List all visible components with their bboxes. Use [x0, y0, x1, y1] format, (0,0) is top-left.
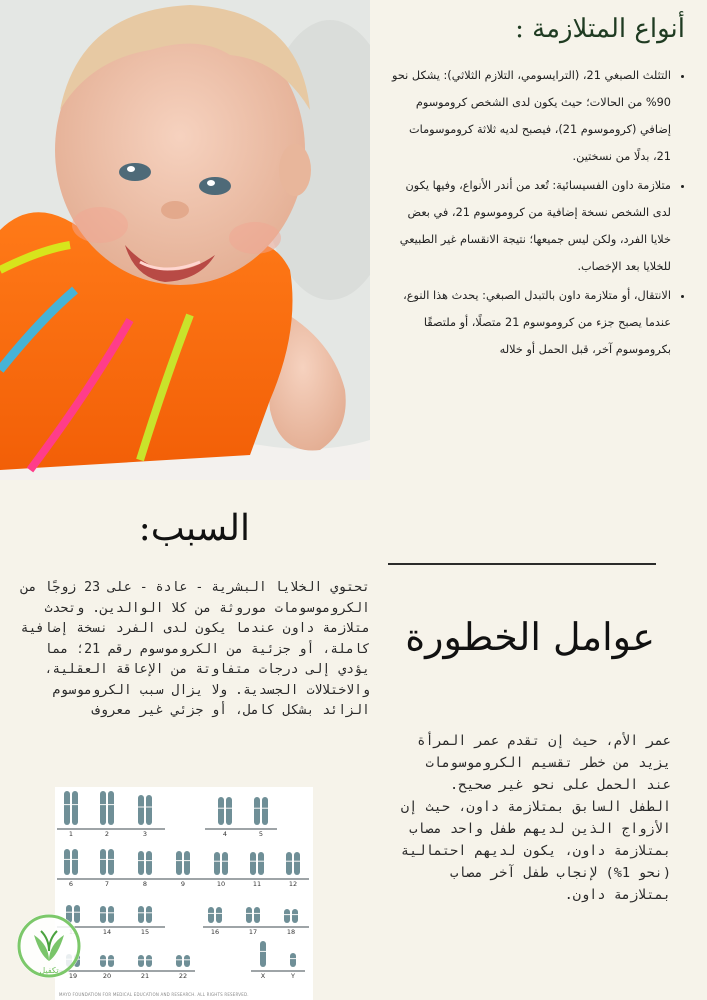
karyotype-diagram	[55, 787, 313, 992]
risk-text	[396, 730, 671, 906]
chromosome-pair	[100, 955, 114, 967]
leaf-logo-icon	[14, 911, 84, 981]
baby-photo-illustration	[0, 0, 370, 480]
chromosome-label: 5	[258, 830, 264, 838]
chromosome-label: 16	[210, 928, 220, 936]
chromosome-label: 8	[142, 880, 148, 888]
chromosome-label: 3	[142, 830, 148, 838]
chromosome-pair	[208, 907, 222, 923]
chromosome-pair	[100, 906, 114, 923]
chromosome-label: Y	[291, 972, 295, 980]
chromosome-label: 10	[216, 880, 226, 888]
list-item: • التثلث الصبغي 21، (الترايسومي، التلازم الثلاثي): يشكل نحو 90% من الحالات؛ حيث يكون لدى الشخص كروموسوم إضافي (كروموسوم 21)، فيصبح لديه ثلاثة كروموسومات 21، بدلًا من نسختين.	[389, 62, 671, 170]
chromosome-pair	[100, 849, 114, 875]
chromosome-pair	[64, 849, 78, 875]
types-list	[389, 62, 687, 365]
chromosome-label: 4	[222, 830, 228, 838]
chromosome-pair	[218, 797, 232, 825]
karyotype-credit: MAYO FOUNDATION FOR MEDICAL EDUCATION AND RESEARCH. ALL RIGHTS RESERVED.	[59, 992, 249, 997]
chromosome-label: 22	[178, 972, 188, 980]
baby-photo	[0, 0, 370, 480]
cause-text: تحتوي الخلايا البشرية - عادة - على 23 زوجًا من الكروموسومات موروثة من كلا الوالدين. وتحدث متلازمة داون عندما يكون لدى الفرد نسخة إضافية كاملة، أو جزئية من الكروموسوم رقم 21؛ مما يؤدي إلى درجات متفاوتة من الإعاقة العقلية، والاختلالات الجسدية. ولا يزال سبب الكروموسوم الزائد بشكل كامل، أو جزئي غير معروف	[20, 580, 370, 718]
karyotype-figure	[55, 787, 313, 1000]
site-logo	[14, 911, 84, 981]
chromosome-label: 19	[68, 972, 78, 980]
chromosome-pair	[138, 955, 152, 967]
risk-paragraph-age: عمر الأم، حيث إن تقدم عمر المرأة يزيد من خطر تقسيم الكروموسومات عند الحمل على نحو غير صحيح.	[417, 733, 671, 793]
chromosome-pair	[100, 791, 114, 825]
types-title: أنواع المتلازمة :	[515, 14, 685, 44]
chromosome-label: 11	[252, 880, 262, 888]
chromosome-pair	[138, 795, 152, 825]
chromosome-pair	[284, 909, 298, 923]
chromosome-pair	[214, 852, 228, 875]
chromosome-label: 9	[180, 880, 186, 888]
chromosome-pair	[64, 791, 78, 825]
chromosome-label: 14	[102, 928, 112, 936]
chromosome-label: 18	[286, 928, 296, 936]
section-divider	[388, 563, 656, 565]
chromosome-label: X	[260, 972, 266, 980]
chromosome-label: 15	[140, 928, 150, 936]
chromosome-pair	[176, 955, 190, 967]
chromosome-label: 2	[104, 830, 110, 838]
chromosome-pair	[138, 851, 152, 875]
chromosome-label: 1	[68, 830, 74, 838]
chromosome-label: 17	[248, 928, 258, 936]
chromosome-label: 21	[140, 972, 150, 980]
chromosome-pair	[290, 953, 296, 967]
chromosome-label: 7	[104, 880, 110, 888]
risk-paragraph-previous-child: الطفل السابق بمتلازمة داون، حيث إن الأزواج الذين لديهم طفل واحد مصاب بمتلازمة داون، يكون لديهم احتمالية (نحو 1%) لإنجاب طفل آخر مصاب بمتلازمة داون.	[400, 799, 671, 903]
risk-title: عوامل الخطورة	[405, 615, 655, 659]
list-item: • متلازمة داون الفسيسائية: تُعد من أندر الأنواع، وفيها يكون لدى الشخص نسخة إضافية من كروموسوم 21، في بعض خلايا الفرد، ولكن ليس جميعها؛ نتيجة الانقسام غير الطبيعي للخلايا بعد الإخصاب.	[389, 172, 671, 280]
chromosome-pair	[246, 907, 260, 923]
chromosome-pair	[250, 852, 264, 875]
chromosome-label: 20	[102, 972, 112, 980]
chromosome-pair	[254, 797, 268, 825]
chromosome-pair	[176, 851, 190, 875]
logo-text: تكفيل	[39, 966, 59, 975]
chromosome-pair	[260, 941, 266, 967]
chromosome-pair	[286, 852, 300, 875]
chromosome-pair	[138, 906, 152, 923]
chromosome-label: 6	[68, 880, 74, 888]
cause-title: السبب:	[138, 508, 250, 549]
list-item: • الانتقال، أو متلازمة داون بالتبدل الصبغي: يحدث هذا النوع، عندما يصبح جزء من كروموسوم 21 متصلًا، أو ملتصقًا بكروموسوم آخر، قبل الحمل أو خلاله	[389, 282, 671, 363]
chromosome-label: 12	[288, 880, 298, 888]
